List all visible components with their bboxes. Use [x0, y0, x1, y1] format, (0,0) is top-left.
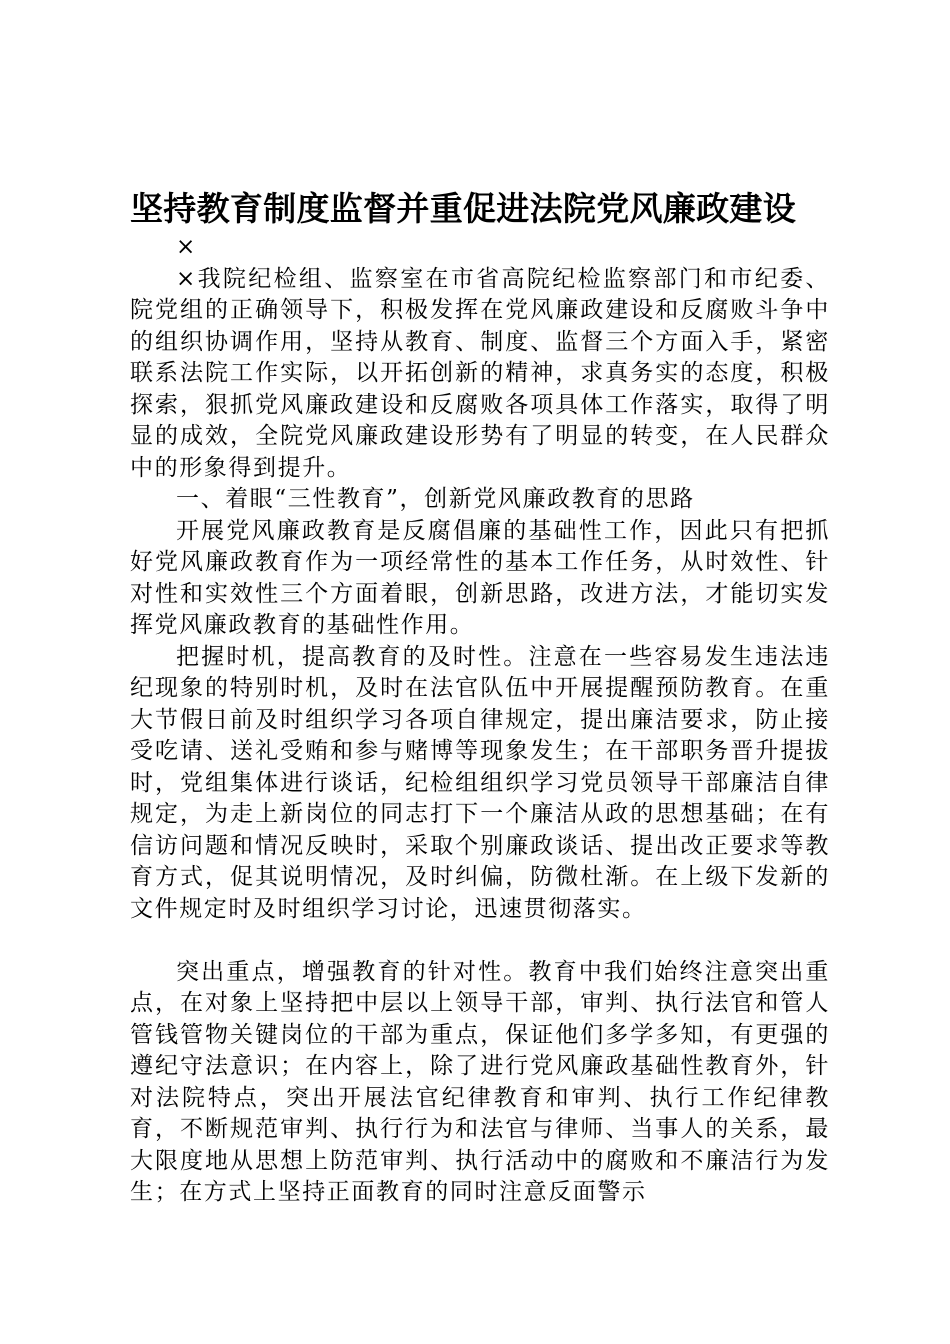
author-placeholder: ×: [176, 234, 197, 260]
section-heading: 一、着眼“三性教育”，创新党风廉政教育的思路: [176, 486, 695, 512]
intro-paragraph: ×我院纪检组、监察室在市省高院纪检监察部门和市纪委、院党组的正确领导下，积极发挥在党风廉政建设和反腐败斗争中的组织协调作用，坚持从教育、制度、监督三个方面入手，紧密联系法院工作实际，以开拓创新的精神，求真务实的态度，积极探索，狠抓党风廉政建设和反腐败各项具体工作落实，取得了明显的成效，全院党风廉政建设形势有了明显的转变，在人民群众中的形象得到提升。: [130, 265, 830, 481]
body-paragraph: 把握时机，提高教育的及时性。注意在一些容易发生违法违纪现象的特别时机，及时在法官队伍中开展提醒预防教育。在重大节假日前及时组织学习各项自律规定，提出廉洁要求，防止接受吃请、送礼受贿和参与赌博等现象发生；在干部职务晋升提拔时，党组集体进行谈话，纪检组组织学习党员领导干部廉洁自律规定，为走上新岗位的同志打下一个廉洁从政的思想基础；在有信访问题和情况反映时，采取个别廉政谈话、提出改正要求等教育方式，促其说明情况，及时纠偏，防微杜渐。在上级下发新的文件规定时及时组织学习讨论，迅速贯彻落实。: [130, 643, 830, 922]
document-page: [130, 186, 830, 1209]
body-paragraph: 突出重点，增强教育的针对性。教育中我们始终注意突出重点，在对象上坚持把中层以上领导干部，审判、执行法官和管人管钱管物关键岗位的干部为重点，保证他们多学多知，有更强的遵纪守法意识；在内容上，除了进行党风廉政基础性教育外，针对法院特点，突出开展法官纪律教育和审判、执行工作纪律教育，不断规范审判、执行行为和法官与律师、当事人的关系，最大限度地从思想上防范审判、执行活动中的腐败和不廉洁行为发生；在方式上坚持正面教育的同时注意反面警示: [130, 958, 830, 1205]
document-body: [130, 232, 830, 1209]
body-paragraph: 开展党风廉政教育是反腐倡廉的基础性工作，因此只有把抓好党风廉政教育作为一项经常性的基本工作任务，从时效性、针对性和实效性三个方面着眼，创新思路，改进方法，才能切实发挥党风廉政教育的基础性作用。: [130, 517, 830, 638]
document-title: 坚持教育制度监督并重促进法院党风廉政建设: [130, 189, 796, 228]
